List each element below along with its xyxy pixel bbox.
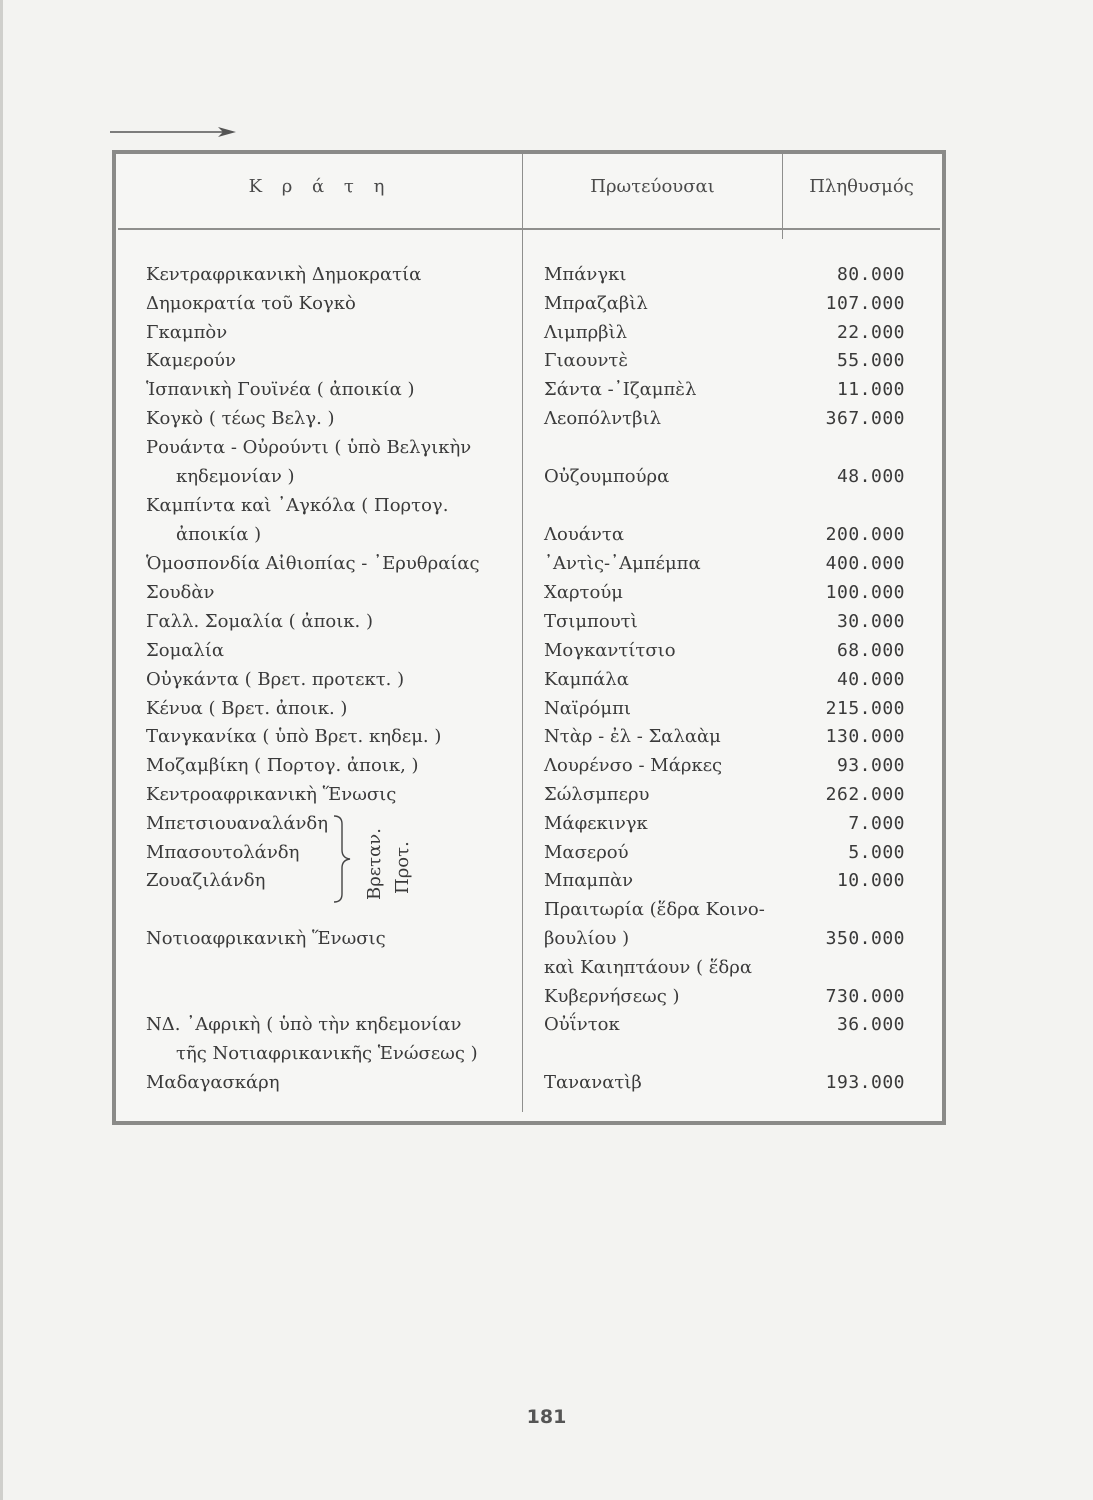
table-row — [0, 755, 1093, 784]
capital-name: Ναϊρόμπι — [544, 698, 631, 719]
capital-name: Οὐΐντοκ — [544, 1014, 620, 1035]
table-row — [0, 495, 1093, 524]
population-value: 11.000 — [836, 379, 905, 400]
table-row — [0, 784, 1093, 813]
table-row — [0, 669, 1093, 698]
capital-name: Λεοπόλντβιλ — [544, 408, 662, 429]
state-name: Δημοκρατία τοῦ Κογκὸ — [146, 293, 356, 314]
brace-label-protectorate: Προτ. — [392, 841, 413, 894]
population-value: 400.000 — [825, 553, 905, 574]
table-row — [0, 986, 1093, 1015]
state-name: Μπετσιουαναλάνδη — [146, 813, 329, 834]
population-value: 100.000 — [825, 582, 905, 603]
population-value: 262.000 — [825, 784, 905, 805]
population-value: 68.000 — [836, 640, 905, 661]
state-name: Καμπίντα καὶ ᾿Αγκόλα ( Πορτογ. — [146, 495, 449, 516]
state-name: Νοτιοαφρικανικὴ Ἕνωσις — [146, 928, 386, 949]
table-row — [0, 928, 1093, 957]
table-row — [0, 322, 1093, 351]
table-row — [0, 899, 1093, 928]
state-name: Καμερούν — [146, 350, 236, 371]
table-row — [0, 842, 1093, 871]
population-value: 215.000 — [825, 698, 905, 719]
population-value: 93.000 — [836, 755, 905, 776]
table-row — [0, 813, 1093, 842]
table-row — [0, 408, 1093, 437]
capital-name: ᾿Αντὶς-᾿Αμπέμπα — [544, 553, 701, 574]
population-value: 22.000 — [836, 322, 905, 343]
population-value: 367.000 — [825, 408, 905, 429]
capital-name: Μασερού — [544, 842, 629, 863]
state-name: ΝΔ. ᾿Αφρικὴ ( ὑπὸ τὴν κηδεμονίαν — [146, 1014, 462, 1035]
capital-name: καὶ Καιηπτάουν ( ἕδρα — [544, 957, 752, 978]
table-row — [0, 437, 1093, 466]
state-name: Ρουάντα - Οὐρούντι ( ὑπὸ Βελγικὴν — [146, 437, 472, 458]
capital-name: Μογκαντίτσιο — [544, 640, 676, 661]
capital-name: Καμπάλα — [544, 669, 629, 690]
population-value: 193.000 — [825, 1072, 905, 1093]
table-row — [0, 350, 1093, 379]
capital-name: Οὐζουμπούρα — [544, 466, 670, 487]
table-row — [0, 264, 1093, 293]
table-row — [0, 466, 1093, 495]
population-value: 30.000 — [836, 611, 905, 632]
state-name: Μοζαμβίκη ( Πορτογ. ἀποικ, ) — [146, 755, 419, 776]
population-value: 40.000 — [836, 669, 905, 690]
state-name: Ὁμοσπονδία Αἰθιοπίας - ᾿Ερυθραίας — [146, 553, 480, 574]
capital-name: Σάντα -᾿Ιζαμπὲλ — [544, 379, 697, 400]
population-value: 7.000 — [848, 813, 905, 834]
state-name: Κεντραφρικανικὴ Δημοκρατία — [146, 264, 422, 285]
state-name: Κεντροαφρικανικὴ Ἕνωσις — [146, 784, 397, 805]
table-row — [0, 611, 1093, 640]
population-value: 107.000 — [825, 293, 905, 314]
arrow-icon — [110, 124, 238, 138]
capital-name: Λουάντα — [544, 524, 624, 545]
capital-name: Μάφεκινγκ — [544, 813, 648, 834]
table-row — [0, 698, 1093, 727]
table-row — [0, 582, 1093, 611]
capital-name: βουλίου ) — [544, 928, 630, 949]
population-value: 10.000 — [836, 870, 905, 891]
table-row — [0, 640, 1093, 669]
table-row — [0, 1043, 1093, 1072]
state-name: κηδεμονίαν ) — [176, 466, 295, 487]
state-name: Ἱσπανικὴ Γουϊνέα ( ἀποικία ) — [146, 379, 415, 400]
population-value: 130.000 — [825, 726, 905, 747]
capital-name: Σώλσμπερυ — [544, 784, 650, 805]
state-name: Σουδὰν — [146, 582, 215, 603]
capital-name: Μπάνγκι — [544, 264, 627, 285]
table-row — [0, 957, 1093, 986]
table-row — [0, 1014, 1093, 1043]
state-name: Μπασουτολάνδη — [146, 842, 300, 863]
capital-name: Κυβερνήσεως ) — [544, 986, 680, 1007]
state-name: Μαδαγασκάρη — [146, 1072, 280, 1093]
table-row — [0, 726, 1093, 755]
state-name: Γκαμπὸν — [146, 322, 228, 343]
brace-label-british: Βρεταν. — [364, 828, 385, 900]
population-value: 36.000 — [836, 1014, 905, 1035]
table-row — [0, 524, 1093, 553]
capital-name: Τανανατὶβ — [544, 1072, 642, 1093]
state-name: τῆς Νοτιαφρικανικῆς Ἑνώσεως ) — [176, 1043, 478, 1064]
table-row — [0, 379, 1093, 408]
header-states: Κ ρ ά τ η — [248, 176, 392, 197]
state-name: Οὐγκάντα ( Βρετ. προτεκτ. ) — [146, 669, 405, 690]
capital-name: Πραιτωρία (ἕδρα Κοινο- — [544, 899, 765, 920]
population-value: 730.000 — [825, 986, 905, 1007]
population-value: 48.000 — [836, 466, 905, 487]
capital-name: Μπαμπὰν — [544, 870, 634, 891]
capital-name: Λιμπρβὶλ — [544, 322, 628, 343]
population-value: 80.000 — [836, 264, 905, 285]
state-name: Ζουαζιλάνδη — [146, 870, 266, 891]
capital-name: Μπραζαβὶλ — [544, 293, 648, 314]
capital-name: Ντὰρ - ἐλ - Σαλαὰμ — [544, 726, 721, 747]
state-name: Σομαλία — [146, 640, 225, 661]
state-name: Κένυα ( Βρετ. ἀποικ. ) — [146, 698, 348, 719]
capital-name: Τσιμπουτὶ — [544, 611, 638, 632]
capital-name: Χαρτούμ — [544, 582, 623, 603]
capital-name: Λουρένσο - Μάρκες — [544, 755, 723, 776]
population-value: 350.000 — [825, 928, 905, 949]
population-value: 55.000 — [836, 350, 905, 371]
population-value: 5.000 — [848, 842, 905, 863]
capital-name: Γιαουντὲ — [544, 350, 629, 371]
header-divider — [118, 228, 940, 230]
table-row — [0, 553, 1093, 582]
british-protectorates-bracket — [328, 814, 418, 904]
page-number: 181 — [526, 1406, 567, 1428]
table-row — [0, 870, 1093, 899]
population-value: 200.000 — [825, 524, 905, 545]
state-name: ἀποικία ) — [176, 524, 262, 545]
header-capitals: Πρωτεύουσαι — [590, 176, 715, 197]
curly-brace-icon — [328, 814, 358, 904]
state-name: Τανγκανίκα ( ὑπὸ Βρετ. κηδεμ. ) — [146, 726, 442, 747]
table-row — [0, 293, 1093, 322]
state-name: Γαλλ. Σομαλία ( ἀποικ. ) — [146, 611, 374, 632]
table-row — [0, 1072, 1093, 1101]
header-population: Πληθυσμός — [809, 176, 914, 197]
state-name: Κογκὸ ( τέως Βελγ. ) — [146, 408, 335, 429]
